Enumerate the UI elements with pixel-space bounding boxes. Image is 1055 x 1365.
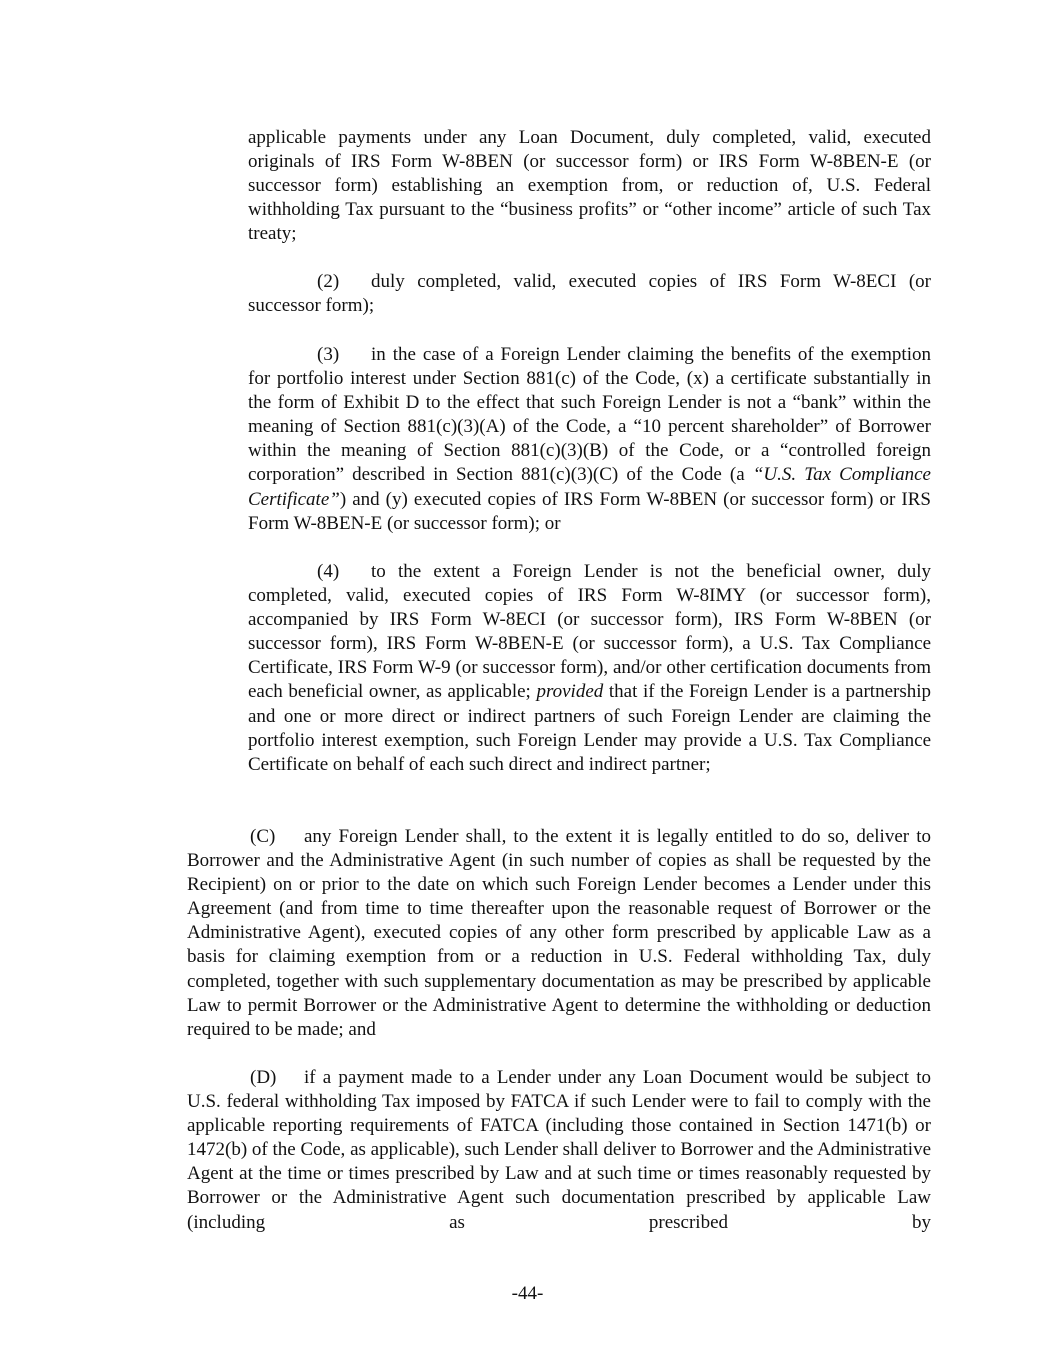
clause-c (187, 825, 931, 1042)
page-number: -44- (511, 1283, 544, 1304)
clause-text: any Foreign Lender shall, to the extent it is legally entitled to do so, deliver to Borrower and the Administrative Agent (in such number of copies as shall be requested by the Recipient) on or prior to the date on which such Foreign Lender becomes a Lender under this Agreement (and from time to time thereafter upon the reasonable request of Borrower or the Administrative Agent), executed copies of any other form prescribed by applicable Law as a basis for claiming exemption from or a reduction in U.S. Federal withholding Tax, duly completed, together with such supplementary documentation as may be prescribed by applicable Law to permit Borrower or the Administrative Agent to determine the withholding or deduction required to be made; and (187, 826, 931, 1040)
clause-text: ) and (y) executed copies of IRS Form W-8BEN (or successor form) or IRS Form W-8BEN-E (or successor form); or (248, 488, 931, 534)
clause-4 (248, 560, 931, 777)
clause-2 (248, 270, 931, 318)
clause-d (187, 1066, 931, 1235)
clause-number: (2) (317, 271, 340, 292)
clause-text: duly completed, valid, executed copies of IRS Form W-8ECI (or successor form); (248, 271, 931, 317)
clause-number: (3) (317, 344, 340, 365)
defined-term: “U.S. Tax Compliance Certificate” (248, 464, 931, 510)
paragraph-continuation: applicable payments under any Loan Document, duly completed, valid, executed originals of IRS Form W-8BEN (or successor form) or IRS Form W-8BEN-E (or successor form) establishing an exemption from, or reduction of, U.S. Federal withholding Tax pursuant to the “business profits” or “other income” article of such Tax treaty; (248, 127, 931, 245)
clause-text: if a payment made to a Lender under any Loan Document would be subject to U.S. federal withholding Tax imposed by FATCA if such Lender were to fail to comply with the applicable reporting requirements of FATCA (including those contained in Section 1471(b) or 1472(b) of the Code, as applicable), such Lender shall deliver to Borrower and the Administrative Agent at the time or times prescribed by Law and at such time or times reasonably requested by Borrower or the Administrative Agent such documentation prescribed by applicable Law (including as prescribed by (187, 1067, 931, 1233)
emphasis-term: provided (536, 681, 604, 703)
clause-3 (248, 343, 931, 536)
clause-number: (D) (250, 1067, 277, 1088)
clause-text: in the case of a Foreign Lender claiming the benefits of the exemption for portfolio interest under Section 881(c) of the Code, (x) a certificate substantially in the form of Exhibit D to the effect that such Foreign Lender is not a “bank” within the meaning of Section 881(c)(3)(A) of the Code, a “10 percent shareholder” of Borrower within the meaning of Section 881(c)(3)(B) of the Code, or a “controlled foreign corporation” described in Section 881(c)(3)(C) of the Code (a (248, 344, 931, 486)
clause-number: (C) (250, 826, 276, 847)
clause-text: to the extent a Foreign Lender is not the beneficial owner, duly completed, valid, executed copies of IRS Form W-8IMY (or successor form), accompanied by IRS Form W-8ECI (or successor form), IRS Form W-8BEN (or successor form), IRS Form W-8BEN-E (or successor form), a U.S. Tax Compliance Certificate, IRS Form W-9 (or successor form), and/or other certification documents from each beneficial owner, as applicable; (248, 561, 931, 703)
clause-number: (4) (317, 561, 340, 582)
clause-text: that if the Foreign Lender is a partnership and one or more direct or indirect partners of such Foreign Lender are claiming the portfolio interest exemption, such Foreign Lender may provide a U.S. Tax Compliance Certificate on behalf of each such direct and indirect partner; (248, 681, 932, 775)
